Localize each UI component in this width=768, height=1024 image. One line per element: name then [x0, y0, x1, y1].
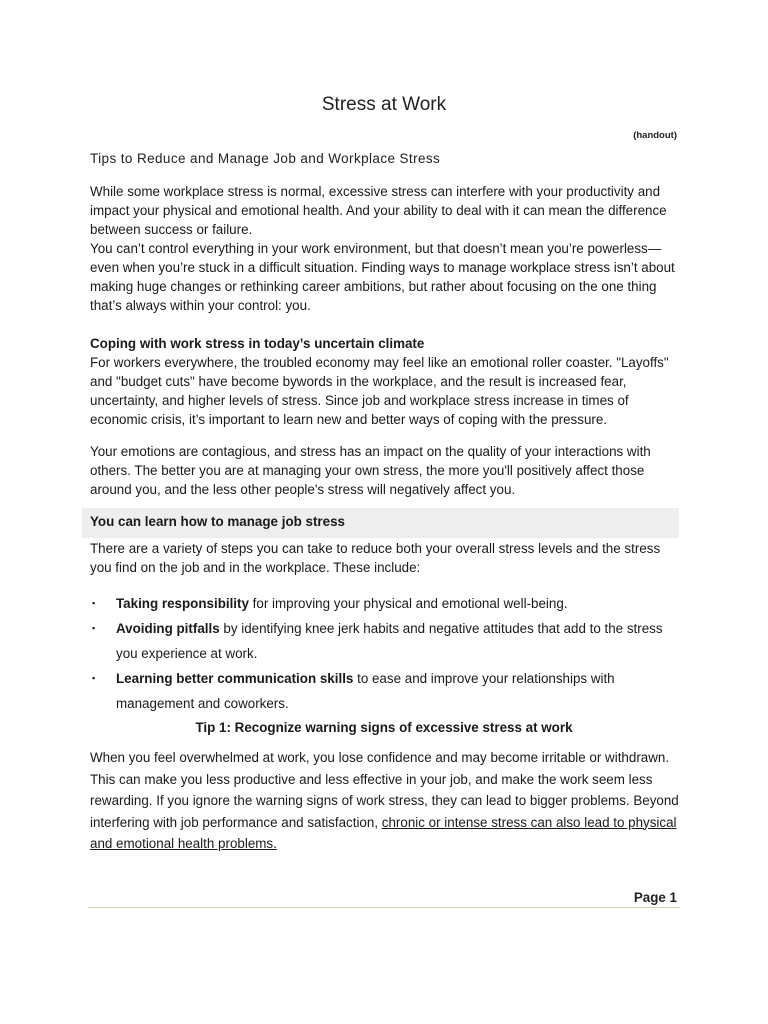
learn-intro: There are a variety of steps you can take to reduce both your overall stress levels and the stress you find on the job and in the workplace. These include: — [90, 541, 661, 575]
list-item-bold: Avoiding pitfalls — [116, 621, 220, 636]
intro-paragraph-2: You can’t control everything in your work environment, but that doesn’t mean you’re powerless—even when you’re stuck in a difficult situation. Finding ways to manage workplace stress isn’t about making huge changes or rethinking career ambitions, but rather about focusing on the one thing that’s always within your control: you. — [90, 241, 675, 313]
tip1-paragraph — [90, 747, 682, 855]
list-item-bold: Taking responsibility — [116, 596, 249, 611]
tip1-underlined-text: chronic or intense stress can also lead to physical and emotional health problems. — [90, 814, 677, 851]
list-item — [90, 591, 682, 616]
footer-divider — [88, 907, 680, 908]
coping-heading: Coping with work stress in today’s uncertain climate — [90, 336, 425, 351]
list-item-text: by identifying knee jerk habits and negative attitudes that add to the stress you experience at work. — [116, 621, 663, 661]
coping-paragraph-2: Your emotions are contagious, and stress has an impact on the quality of your interactions with others. The better you are at managing your own stress, the more you'll positively affect those around you, and the less other people's stress will negatively affect you. — [90, 444, 651, 497]
list-item — [90, 616, 682, 666]
bullet-icon: ▪ — [92, 673, 96, 683]
steps-list — [90, 591, 682, 716]
list-item — [90, 666, 682, 716]
bullet-icon: ▪ — [92, 598, 96, 608]
intro-paragraph-1: While some workplace stress is normal, excessive stress can interfere with your productivity and impact your physical and emotional health. And your ability to deal with it can mean the difference between success or failure. — [90, 184, 667, 237]
page-number: Page 1 — [633, 890, 677, 905]
document-subtitle: Tips to Reduce and Manage Job and Workplace Stress — [90, 151, 441, 166]
tip1-text: When you feel overwhelmed at work, you lose confidence and may become irritable or withdrawn. This can make you less productive and less effective in your job, and make the work seem less rewarding. If you ignore the warning signs of work stress, they can lead to bigger problems. Beyond interfering with job performance and satisfaction, — [90, 750, 679, 830]
list-item-bold: Learning better communication skills — [116, 671, 354, 686]
bullet-icon: ▪ — [92, 623, 96, 633]
handout-tag: (handout) — [633, 130, 677, 141]
learn-heading: You can learn how to manage job stress — [90, 514, 345, 529]
coping-paragraph-1: For workers everywhere, the troubled economy may feel like an emotional roller coaster. "Layoffs" and "budget cuts" have become bywords in the workplace, and the result is increased fear, uncertainty, and higher levels of stress. Since job and workplace stress increase in times of economic crisis, it’s important to learn new and better ways of coping with the pressure. — [90, 355, 669, 427]
list-item-text: for improving your physical and emotional well-being. — [248, 596, 568, 611]
list-item-text: to ease and improve your relationships with management and coworkers. — [116, 671, 615, 711]
document-title: Stress at Work — [321, 94, 447, 115]
tip1-heading: Tip 1: Recognize warning signs of excessive stress at work — [195, 720, 573, 735]
